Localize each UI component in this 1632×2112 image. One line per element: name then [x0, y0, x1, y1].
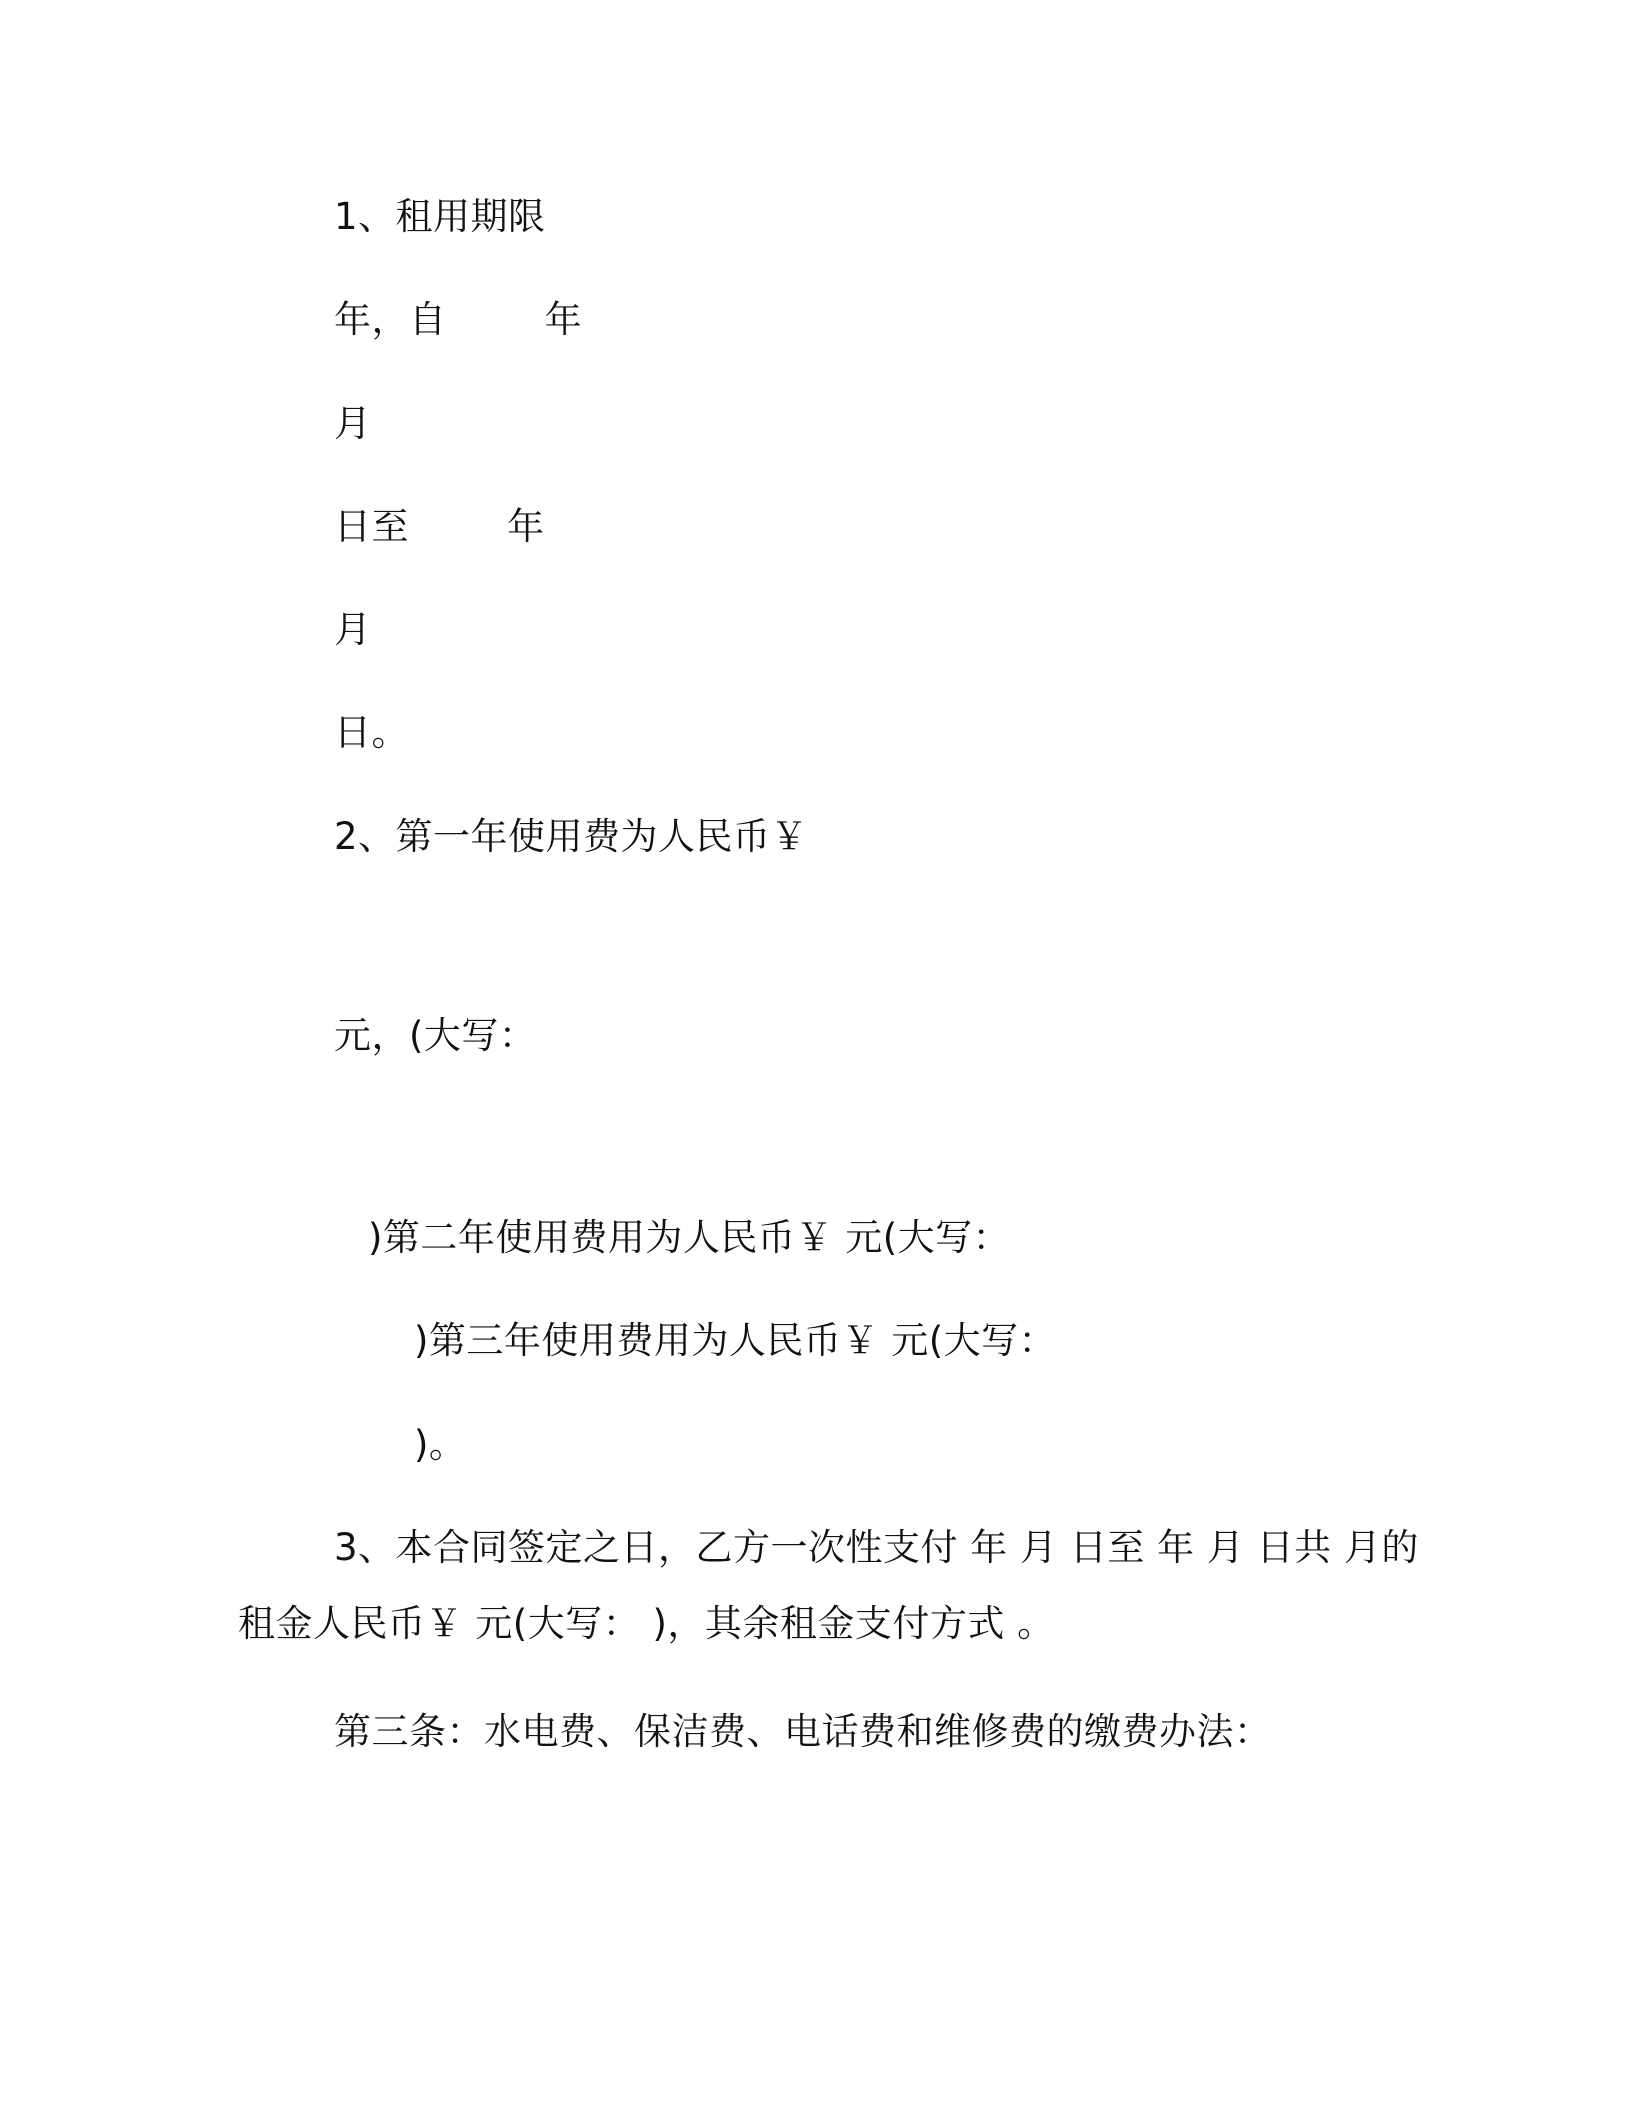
- third-year-fee-line: )第三年使用费用为人民币￥ 元(大写：: [414, 1319, 1057, 1362]
- payment-clause-line-1: 3、本合同签定之日，乙方一次性支付 年 月 日至 年 月 日共 月的: [334, 1526, 1419, 1569]
- term-start-month-line: 月: [334, 402, 372, 445]
- term-end-day-line: 日。: [334, 711, 409, 754]
- article-three-heading: 第三条：水电费、保洁费、电话费和维修费的缴费办法：: [334, 1710, 1272, 1753]
- term-start-day-to-year-line: 日至 年: [334, 505, 545, 548]
- second-year-fee-line: )第二年使用费用为人民币￥ 元(大写：: [368, 1216, 1011, 1259]
- first-year-amount-words-line: 元，(大写：: [334, 1014, 537, 1057]
- payment-clause-line-2: 租金人民币￥ 元(大写： )，其余租金支付方式 。: [238, 1602, 1055, 1645]
- term-end-month-line: 月: [334, 608, 372, 651]
- rental-term-heading: 1、租用期限: [334, 195, 546, 238]
- term-years-from-line: 年，自 年: [334, 298, 583, 341]
- first-year-fee-line: 2、第一年使用费为人民币￥: [334, 815, 809, 858]
- third-year-close-line: )。: [414, 1423, 467, 1466]
